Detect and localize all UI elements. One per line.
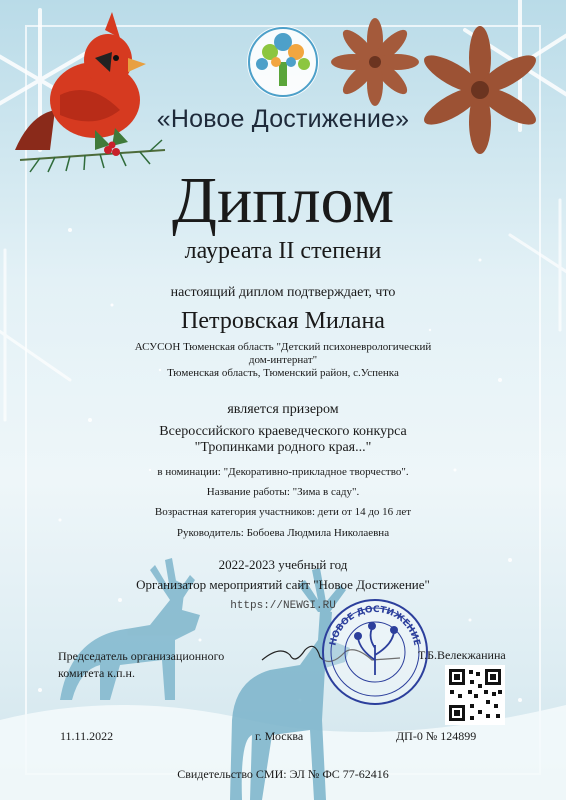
nomination: в номинации: "Декоративно-прикладное творчество". [157, 466, 409, 478]
organization-line: дом-интернат" [248, 354, 318, 366]
contest-name [0, 424, 566, 456]
age-category: Возрастная категория участников: дети от 14 до 16 лет [154, 506, 412, 518]
signer-name: Т.Б.Велекжанина [418, 648, 506, 662]
media-certificate: Свидетельство СМИ: ЭЛ № ФС 77-62416 [177, 767, 389, 781]
contest-line: Всероссийского краеведческого конкурса [159, 424, 407, 439]
organizer: Организатор мероприятий сайт "Новое Достижение" [136, 577, 430, 592]
diploma-number: ДП-0 № 124899 [396, 729, 477, 743]
diploma-title: Диплом [171, 164, 395, 237]
organization-line: АСУСОН Тюменская область "Детский психоневрологический [134, 341, 432, 353]
organization-block [0, 341, 566, 380]
snowflake-left [0, 250, 70, 420]
leader: Руководитель: Бобоева Людмила Николаевна [176, 527, 390, 539]
diploma-degree: лауреата II степени [184, 238, 382, 264]
issue-city: г. Москва [255, 729, 304, 743]
chair-line: комитета к.п.н. [58, 666, 135, 680]
logo-tree-icon [247, 26, 319, 98]
issue-date: 11.11.2022 [60, 729, 114, 743]
site-link[interactable]: https://NEWGI.RU [230, 600, 336, 612]
stamp [323, 600, 427, 704]
svg-text:НОВОЕ ДОСТИЖЕНИЕ: НОВОЕ ДОСТИЖЕНИЕ [328, 604, 422, 647]
chair-title [58, 648, 258, 682]
qr-code[interactable] [445, 665, 505, 725]
star-anise-large-icon [419, 26, 541, 154]
chair-line: Председатель организационного [58, 649, 225, 663]
contest-title: "Тропинками родного края..." [194, 440, 372, 455]
winner-status: является призером [227, 402, 339, 417]
brand-name: «Новое Достижение» [156, 105, 410, 133]
work-title: Название работы: "Зима в саду". [206, 486, 360, 498]
star-anise-icon [331, 18, 419, 106]
confirm-text: настоящий диплом подтверждает, что [170, 285, 396, 300]
school-year: 2022-2023 учебный год [218, 557, 348, 572]
organization-address: Тюменская область, Тюменский район, с.Успенка [167, 367, 399, 379]
recipient-name: Петровская Милана [181, 308, 385, 334]
